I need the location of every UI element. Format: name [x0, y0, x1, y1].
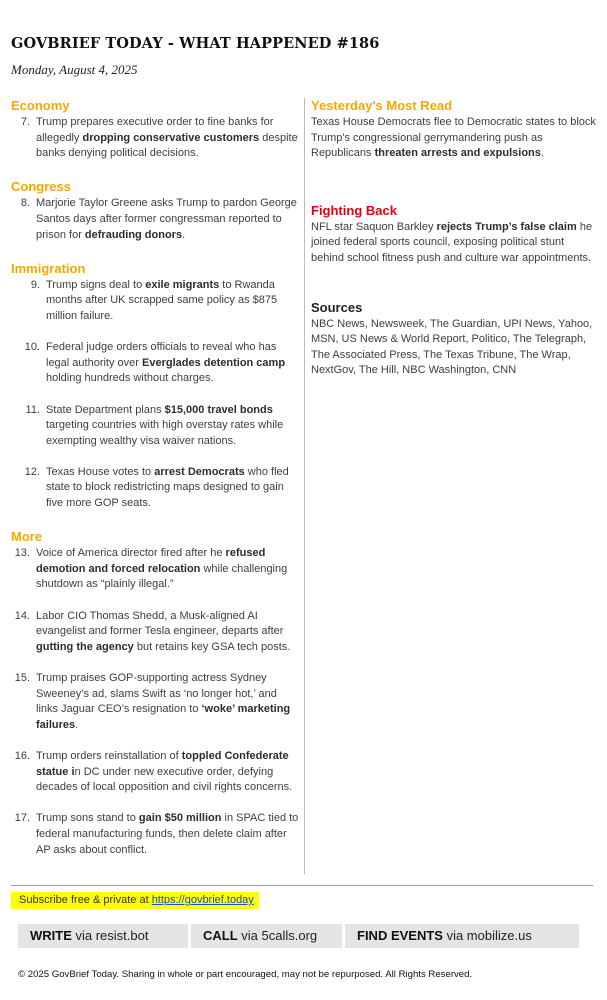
bold-phrase: refused demotion and forced relocation	[36, 547, 266, 575]
item-text	[36, 811, 300, 858]
footer-divider	[11, 885, 593, 886]
find-events-button[interactable]	[345, 924, 579, 948]
item-text	[36, 609, 300, 656]
call-button[interactable]	[191, 924, 342, 948]
item-number: 10.	[24, 341, 40, 354]
text-run: Trump prepares executive order to fine banks for allegedly	[36, 116, 274, 144]
right-column	[311, 96, 599, 379]
congress-list	[11, 196, 300, 243]
write-label: WRITE	[30, 928, 72, 943]
text-run: Trump orders reinstallation of	[36, 749, 182, 762]
text-run: to Rwanda months after UK scrapped same policy as $875 million failure.	[46, 278, 278, 322]
item-text	[36, 671, 300, 733]
bold-phrase: toppled Confederate statue i	[36, 749, 289, 778]
bold-phrase: rejects Trump’s false claim	[436, 220, 577, 233]
find-events-label: FIND EVENTS	[357, 928, 443, 943]
most-read-text	[311, 115, 599, 162]
text-run: in SPAC tied to federal manufacturing funds, then delete claim after AP asks about conflict.	[36, 812, 299, 856]
text-run: while challenging shutdown as “plainly illegal.”	[36, 562, 288, 591]
text-run: despite banks denying political decisions.	[36, 131, 298, 160]
news-item	[11, 749, 300, 796]
text-run: Federal judge orders officials to reveal who has legal authority over	[46, 341, 277, 369]
text-run: Voice of America director fired after he	[36, 547, 226, 560]
text-run: he joined federal sports council, exposing political stunt behind school fitness push and culture war appointments.	[311, 220, 593, 264]
bold-phrase: Everglades detention camp	[142, 356, 286, 369]
item-number: 14.	[14, 609, 30, 622]
newsletter-date: Monday, August 4, 2025	[11, 62, 138, 77]
item-number: 8.	[20, 197, 30, 210]
item-number: 11.	[25, 403, 40, 416]
bold-phrase: defrauding donors	[84, 228, 183, 241]
text-run: State Department plans	[46, 403, 165, 416]
news-item	[11, 546, 300, 593]
item-text	[46, 340, 300, 387]
bold-phrase: dropping conservative customers	[82, 131, 260, 144]
text-run: .	[182, 228, 186, 241]
text-run: .	[75, 718, 79, 731]
write-target: via resist.bot	[71, 928, 149, 943]
fighting-back-text	[311, 220, 599, 267]
bold-phrase: exile migrants	[145, 278, 220, 291]
news-item	[11, 115, 300, 162]
text-run: who fled state to block redistricting maps designed to gain five more GOP seats.	[46, 465, 289, 510]
section-heading-economy: Economy	[11, 98, 70, 113]
news-item	[11, 196, 300, 243]
item-number: 12.	[24, 465, 40, 478]
find-events-target: via mobilize.us	[442, 928, 532, 943]
section-heading-most-read: Yesterday's Most Read	[311, 98, 453, 113]
item-text	[36, 749, 300, 796]
text-run: Trump praises GOP-supporting actress Sydney Sweeney’s ad, slams Swift as ‘no longer hot,’ and links Jaguar CEO’s resignation to	[36, 672, 277, 716]
subscribe-text: Subscribe free & private at	[19, 894, 152, 906]
news-item	[11, 465, 300, 512]
bold-phrase: ‘woke’ marketing failures	[36, 703, 291, 731]
newsletter-title: GOVBRIEF TODAY - WHAT HAPPENED #186	[11, 35, 380, 52]
sources-text: NBC News, Newsweek, The Guardian, UPI News, Yahoo, MSN, US News & World Report, Politico, The Telegraph, The Associated Press, The Texas Tribune, The Wrap, NextGov, The Hill, NBC Washington, CNN	[311, 317, 593, 377]
call-label: CALL	[203, 928, 238, 943]
item-number: 7.	[20, 116, 30, 128]
subscribe-banner	[11, 892, 259, 909]
news-item	[11, 340, 300, 387]
item-number: 13.	[14, 547, 30, 560]
section-heading-more: More	[11, 529, 43, 545]
text-run: Marjorie Taylor Greene asks Trump to pardon George Santos days after former congressman reported to prison for	[36, 197, 297, 241]
item-text	[36, 196, 300, 243]
more-list	[11, 546, 300, 858]
bold-phrase: threaten arrests and expulsions	[374, 147, 541, 160]
section-heading-fighting-back: Fighting Back	[311, 202, 397, 218]
text-run: holding hundreds without charges.	[46, 372, 214, 385]
subscribe-link[interactable]: https://govbrief.today	[151, 894, 254, 906]
news-item	[11, 403, 300, 450]
economy-list	[11, 115, 300, 162]
news-item	[11, 671, 300, 733]
section-heading-immigration: Immigration	[11, 260, 86, 276]
bold-phrase: gutting the agency	[36, 640, 134, 653]
news-item	[11, 278, 300, 325]
bold-phrase: gain $50 million	[138, 812, 222, 825]
copyright-footer: © 2025 GovBrief Today. Sharing in whole or part encouraged, may not be repurposed. All Rights Reserved.	[18, 969, 473, 980]
text-run: but retains key GSA tech posts.	[133, 640, 291, 653]
write-button[interactable]	[18, 924, 188, 948]
text-run: Trump signs deal to	[46, 278, 146, 291]
text-run: Texas House votes to	[46, 465, 155, 478]
item-text	[36, 546, 300, 593]
text-run: Texas House Democrats flee to Democratic states to block Trump's congressional gerrymandering push as Republicans	[311, 116, 596, 160]
text-run: targeting countries with high overstay rates while exempting wealthy visa waiver nations.	[46, 419, 284, 447]
news-item	[11, 609, 300, 656]
left-column	[11, 96, 300, 858]
item-number: 9.	[30, 278, 40, 291]
text-run: n DC under new executive order, defying decades of local opposition and civil rights concerns.	[36, 765, 293, 794]
immigration-list	[11, 278, 300, 512]
item-number: 17.	[14, 812, 30, 825]
item-text	[46, 278, 300, 325]
bold-phrase: $15,000 travel bonds	[164, 403, 273, 416]
item-number: 16.	[14, 749, 30, 762]
section-heading-congress: Congress	[11, 179, 71, 195]
text-run: .	[540, 147, 544, 160]
news-item	[11, 811, 300, 858]
text-run: Trump sons stand to	[36, 812, 139, 825]
section-heading-sources: Sources	[311, 299, 363, 315]
item-text	[46, 465, 300, 512]
call-target: via 5calls.org	[237, 928, 318, 943]
column-divider	[304, 98, 305, 874]
item-number: 15.	[14, 672, 30, 684]
bold-phrase: arrest Democrats	[154, 465, 245, 478]
item-text	[46, 403, 300, 450]
text-run: Labor CIO Thomas Shedd, a Musk-aligned AI evangelist and former Tesla engineer, departs after	[36, 609, 284, 638]
text-run: NFL star Saquon Barkley	[311, 220, 437, 233]
item-text	[36, 115, 300, 162]
